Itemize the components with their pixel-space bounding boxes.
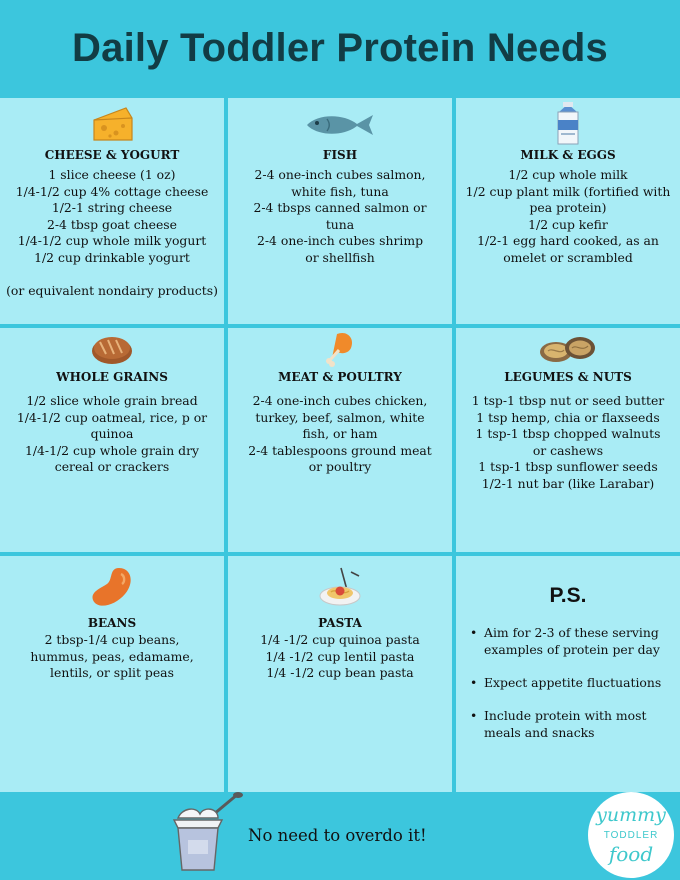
card-line: (or equivalent nondairy products) xyxy=(6,282,218,298)
card-legumes-nuts xyxy=(456,328,680,552)
logo xyxy=(588,792,674,878)
card-line: 1/2 slice whole grain bread xyxy=(26,393,198,408)
ps-item xyxy=(468,624,672,658)
card-line: cereal or crackers xyxy=(54,459,170,474)
card-line: 1/2 cup drinkable yogurt xyxy=(34,249,190,265)
card-line: quinoa xyxy=(90,426,134,441)
card-pasta xyxy=(228,556,452,792)
card-line: 2-4 tbsp goat cheese xyxy=(46,216,177,232)
card-line: or poultry xyxy=(308,459,372,474)
card-text xyxy=(462,167,674,266)
card-line: 2-4 one-inch cubes chicken, xyxy=(252,393,428,408)
card-line: or cashews xyxy=(532,442,604,458)
card-heading: CHEESE & YOGURT xyxy=(44,148,180,162)
card-text xyxy=(6,167,218,299)
card-line: or shellfish xyxy=(305,249,375,265)
cheese-icon xyxy=(90,106,134,148)
card-line: 1/2-1 string cheese xyxy=(51,200,173,215)
card-line: white fish, tuna xyxy=(291,183,389,199)
card-line: 1/4 -1/2 cup lentil pasta xyxy=(265,648,415,664)
card-line: 1 tsp-1 tbsp chopped walnuts xyxy=(475,426,661,441)
ps-item xyxy=(468,674,672,691)
card-heading: LEGUMES & NUTS xyxy=(504,370,632,384)
pasta-plate-icon xyxy=(317,564,363,614)
card-line: omelet or scrambled xyxy=(503,249,633,265)
ps-item-text: Aim for 2-3 of these serving examples of protein per day xyxy=(484,625,660,657)
milk-carton-icon xyxy=(553,102,583,150)
card-line: hummus, peas, edamame, xyxy=(30,648,194,664)
card-text xyxy=(462,393,674,492)
nuts-icon xyxy=(538,332,598,368)
card-line: 1/4 -1/2 cup quinoa pasta xyxy=(260,632,420,647)
page-title: Daily Toddler Protein Needs xyxy=(72,25,608,70)
card-milk-eggs xyxy=(456,98,680,324)
yogurt-cup-icon xyxy=(166,792,246,880)
logo-word: TODDLER xyxy=(603,830,659,841)
card-line: 2-4 one-inch cubes salmon, xyxy=(254,167,426,182)
card-fish xyxy=(228,98,452,324)
card-line: 1/2 cup kefir xyxy=(528,216,608,232)
footer-text: No need to overdo it! xyxy=(248,826,427,845)
card-line: 1/4-1/2 cup oatmeal, rice, p or xyxy=(16,409,208,425)
bread-icon xyxy=(90,332,134,370)
card-line: 1/2-1 nut bar (like Larabar) xyxy=(481,475,655,491)
card-text xyxy=(234,167,446,266)
card-line: 1/4-1/2 cup whole milk yogurt xyxy=(17,233,207,248)
card-line: 1/2 cup whole milk xyxy=(508,167,628,182)
drumstick-icon xyxy=(323,330,357,372)
card-line: 2-4 tablespoons ground meat xyxy=(248,442,432,458)
fish-icon xyxy=(303,112,377,142)
card-whole-grains xyxy=(0,328,224,552)
bullet-icon: • xyxy=(470,708,478,723)
card-heading: BEANS xyxy=(87,616,137,630)
card-line: 2-4 one-inch cubes shrimp xyxy=(256,233,424,248)
card-text xyxy=(6,393,218,476)
card-beans xyxy=(0,556,224,792)
card-line: 1 tsp hemp, chia or flaxseeds xyxy=(476,409,660,425)
card-line: 1 slice cheese (1 oz) xyxy=(48,167,176,182)
bullet-icon: • xyxy=(470,675,478,690)
ps-item-text: Include protein with most meals and snacks xyxy=(484,708,647,740)
card-line: turkey, beef, salmon, white xyxy=(255,409,425,425)
card-line: pea protein) xyxy=(529,200,607,215)
logo-word: food xyxy=(608,842,654,866)
card-line: 1/4-1/2 cup 4% cottage cheese xyxy=(15,183,209,199)
card-heading: PASTA xyxy=(318,616,362,630)
ps-list xyxy=(468,624,672,757)
card-text xyxy=(6,632,218,682)
card-heading: WHOLE GRAINS xyxy=(56,370,168,384)
logo-word: yummy xyxy=(596,804,666,826)
card-text xyxy=(234,632,446,682)
ps-item-text: Expect appetite fluctuations xyxy=(484,675,662,690)
card-ps xyxy=(456,556,680,792)
ps-item xyxy=(468,707,672,741)
card-line: 1 tsp-1 tbsp sunflower seeds xyxy=(478,459,658,474)
card-line: 2 tbsp-1/4 cup beans, xyxy=(44,632,180,647)
card-line xyxy=(6,266,218,283)
bullet-icon: • xyxy=(470,625,478,640)
card-heading: MILK & EGGS xyxy=(520,148,616,162)
card-line: tuna xyxy=(325,216,355,232)
card-line: fish, or ham xyxy=(302,426,378,441)
card-line: 1 tsp-1 tbsp nut or seed butter xyxy=(471,393,665,408)
card-line: 2-4 tbsps canned salmon or xyxy=(253,200,427,215)
card-line: 1/2 cup plant milk (fortified with xyxy=(465,183,671,199)
card-meat-poultry xyxy=(228,328,452,552)
ps-title: P.S. xyxy=(549,584,587,607)
bean-icon xyxy=(89,564,135,614)
card-heading: MEAT & POULTRY xyxy=(278,370,402,384)
card-line: 1/4-1/2 cup whole grain dry xyxy=(24,442,200,458)
card-cheese-yogurt xyxy=(0,98,224,324)
card-line: lentils, or split peas xyxy=(50,665,174,680)
card-line: 1/4 -1/2 cup bean pasta xyxy=(266,665,414,680)
card-line: 1/2-1 egg hard cooked, as an xyxy=(477,233,659,248)
card-text xyxy=(234,393,446,476)
card-heading: FISH xyxy=(322,148,358,162)
